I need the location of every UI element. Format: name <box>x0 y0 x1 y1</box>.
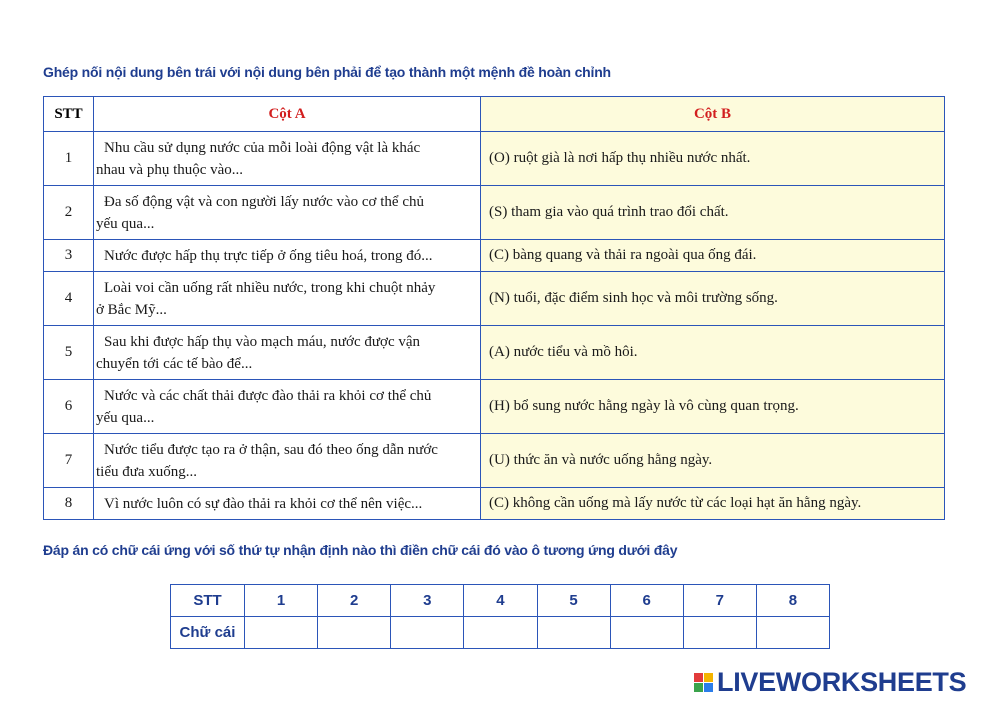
row-number: 3 <box>44 240 94 272</box>
column-b-cell: (N) tuổi, đặc điểm sinh học và môi trường sống. <box>481 272 945 326</box>
answer-number: 5 <box>537 585 610 617</box>
column-b-cell: (U) thức ăn và nước uống hằng ngày. <box>481 434 945 488</box>
column-b-cell: (C) không cần uống mà lấy nước từ các loại hạt ăn hằng ngày. <box>481 488 945 520</box>
column-b-header: Cột B <box>481 97 945 132</box>
column-b-cell: (C) bàng quang và thải ra ngoài qua ống đái. <box>481 240 945 272</box>
matching-table-header <box>44 97 945 132</box>
table-row <box>44 488 945 520</box>
table-row <box>44 326 945 380</box>
column-a-cell <box>94 186 481 240</box>
column-a-cell <box>94 132 481 186</box>
column-a-line: Nhu cầu sử dụng nước của mỗi loài động vật là khác <box>104 139 421 156</box>
logo-mark-square <box>704 683 713 692</box>
answer-letter-label: Chữ cái <box>171 617 245 649</box>
column-b-cell: (O) ruột già là nơi hấp thụ nhiều nước nhất. <box>481 132 945 186</box>
row-number: 7 <box>44 434 94 488</box>
answer-number: 6 <box>610 585 683 617</box>
answer-number: 7 <box>683 585 756 617</box>
row-number: 4 <box>44 272 94 326</box>
table-row <box>44 272 945 326</box>
table-row <box>44 186 945 240</box>
row-number: 6 <box>44 380 94 434</box>
logo-mark-square <box>704 673 713 682</box>
row-number: 2 <box>44 186 94 240</box>
answer-letter-row <box>171 617 830 649</box>
answer-letter-cell[interactable] <box>391 617 464 649</box>
table-row <box>44 434 945 488</box>
column-a-cell <box>94 326 481 380</box>
column-a-line: Vì nước luôn có sự đào thải ra khỏi cơ thể nên việc... <box>104 495 423 512</box>
logo-text: LIVEWORKSHEETS <box>717 667 967 697</box>
answer-letter-cell[interactable] <box>464 617 537 649</box>
column-a-line: chuyển tới các tế bào để... <box>96 355 253 372</box>
answer-number: 8 <box>756 585 829 617</box>
column-b-cell: (H) bổ sung nước hằng ngày là vô cùng quan trọng. <box>481 380 945 434</box>
column-a-line: tiểu đưa xuống... <box>96 463 198 480</box>
column-a-header: Cột A <box>94 97 481 132</box>
answer-letter-cell[interactable] <box>245 617 318 649</box>
column-a-cell <box>94 272 481 326</box>
column-a-line: Loài voi cần uống rất nhiều nước, trong khi chuột nhảy <box>104 279 436 296</box>
column-a-cell <box>94 380 481 434</box>
row-number: 1 <box>44 132 94 186</box>
column-a-line: yếu qua... <box>96 215 155 232</box>
answer-letter-cell[interactable] <box>610 617 683 649</box>
column-a-line: yếu qua... <box>96 409 155 426</box>
answer-number: 3 <box>391 585 464 617</box>
column-a-line: Sau khi được hấp thụ vào mạch máu, nước được vận <box>104 333 421 350</box>
column-a-line: Nước được hấp thụ trực tiếp ở ống tiêu hoá, trong đó... <box>104 247 433 264</box>
row-number: 8 <box>44 488 94 520</box>
column-a-line: ở Bắc Mỹ... <box>96 301 167 318</box>
logo-mark-square <box>694 683 703 692</box>
column-a-line: Nước tiểu được tạo ra ở thận, sau đó theo ống dẫn nước <box>104 441 438 458</box>
column-a-line: nhau và phụ thuộc vào... <box>96 161 244 178</box>
column-a-line: Đa số động vật và con người lấy nước vào cơ thể chủ <box>104 193 424 210</box>
column-a-cell <box>94 434 481 488</box>
answer-number-row <box>171 585 830 617</box>
matching-table <box>43 96 945 520</box>
answer-letter-cell[interactable] <box>756 617 829 649</box>
answer-instruction: Đáp án có chữ cái ứng với số thứ tự nhận định nào thì điền chữ cái đó vào ô tương ứng dưới đây <box>43 542 678 558</box>
column-b-cell: (A) nước tiểu và mồ hôi. <box>481 326 945 380</box>
matching-instruction: Ghép nối nội dung bên trái với nội dung bên phải để tạo thành một mệnh đề hoàn chỉnh <box>43 64 611 80</box>
answer-number: 4 <box>464 585 537 617</box>
answer-letter-cell[interactable] <box>683 617 756 649</box>
column-b-cell: (S) tham gia vào quá trình trao đổi chất. <box>481 186 945 240</box>
answer-table <box>170 584 830 649</box>
table-row <box>44 240 945 272</box>
column-a-line: Nước và các chất thải được đào thải ra khỏi cơ thể chủ <box>104 387 432 404</box>
stt-header: STT <box>44 97 94 132</box>
answer-letter-cell[interactable] <box>318 617 391 649</box>
liveworksheets-logo <box>694 667 966 698</box>
table-row <box>44 132 945 186</box>
table-row <box>44 380 945 434</box>
answer-number: 1 <box>245 585 318 617</box>
row-number: 5 <box>44 326 94 380</box>
answer-stt-label: STT <box>171 585 245 617</box>
column-a-cell <box>94 488 481 520</box>
answer-letter-cell[interactable] <box>537 617 610 649</box>
column-a-cell <box>94 240 481 272</box>
answer-number: 2 <box>318 585 391 617</box>
logo-mark-icon <box>694 673 713 692</box>
logo-mark-square <box>694 673 703 682</box>
